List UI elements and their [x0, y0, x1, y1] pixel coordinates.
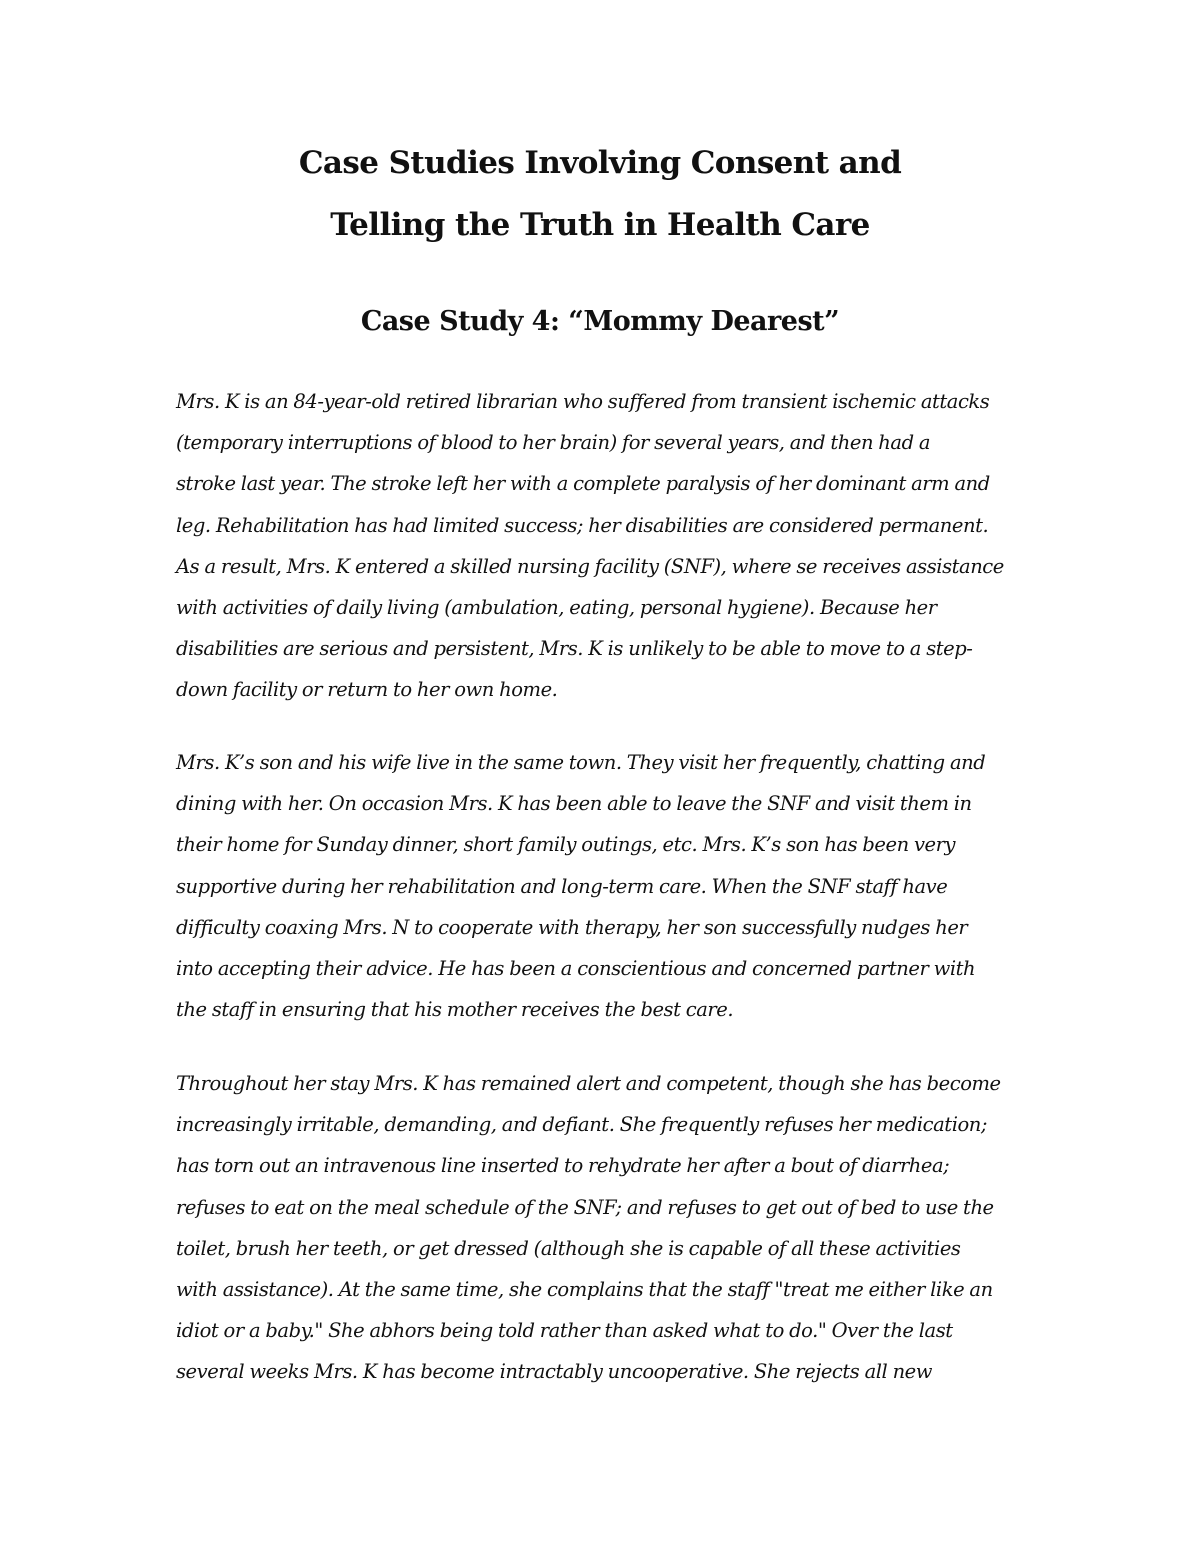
document-title-line-1: Case Studies Involving Consent and: [298, 145, 902, 181]
paragraph-line: down facility or return to her own home.: [176, 678, 558, 702]
paragraph-line: (temporary interruptions of blood to her brain) for several years, and then had a: [176, 431, 931, 455]
paragraph-line: Throughout her stay Mrs. K has remained alert and competent, though she has become: [176, 1072, 1001, 1095]
document-title-line-2: Telling the Truth in Health Care: [330, 207, 870, 243]
paragraph-line: As a result, Mrs. K entered a skilled nursing facility (SNF), where se receives assistance: [176, 554, 1004, 578]
paragraph-3: [176, 1063, 1036, 1393]
paragraph-line: stroke last year. The stroke left her with a complete paralysis of her dominant arm and: [176, 472, 990, 496]
paragraph-line: several weeks Mrs. K has become intractably uncooperative. She rejects all new: [176, 1360, 933, 1384]
paragraph-line: disabilities are serious and persistent, Mrs. K is unlikely to be able to move to a step-: [176, 637, 973, 661]
paragraph-line: idiot or a baby." She abhors being told rather than asked what to do." Over the last: [176, 1319, 953, 1343]
paragraph-line: leg. Rehabilitation has had limited success; her disabilities are considered permanent.: [176, 513, 989, 537]
paragraph-line: into accepting their advice. He has been a conscientious and concerned partner with: [176, 956, 976, 980]
paragraph-line: has torn out an intravenous line inserted to rehydrate her after a bout of diarrhea;: [176, 1154, 950, 1178]
paragraph-line: with activities of daily living (ambulation, eating, personal hygiene). Because her: [176, 595, 937, 619]
paragraph-line: their home for Sunday dinner, short family outings, etc. Mrs. K’s son has been very: [176, 833, 956, 857]
paragraph-line: Mrs. K’s son and his wife live in the same town. They visit her frequently, chatting and: [176, 751, 986, 774]
case-study-heading: Case Study 4: “Mommy Dearest”: [360, 306, 840, 337]
paragraph-2: [176, 742, 1036, 1030]
paragraph-line: toilet, brush her teeth, or get dressed (although she is capable of all these activities: [176, 1236, 961, 1260]
paragraph-line: difficulty coaxing Mrs. N to cooperate with therapy, her son successfully nudges her: [176, 915, 968, 939]
paragraph-line: supportive during her rehabilitation and long-term care. When the SNF staff have: [176, 874, 948, 898]
paragraph-line: the staff in ensuring that his mother receives the best care.: [176, 998, 734, 1022]
paragraph-line: with assistance). At the same time, she complains that the staff "treat me either like an: [176, 1277, 993, 1301]
paragraph-1: [176, 381, 1036, 711]
paragraph-line: increasingly irritable, demanding, and defiant. She frequently refuses her medication;: [176, 1113, 988, 1137]
paragraph-line: refuses to eat on the meal schedule of the SNF; and refuses to get out of bed to use the: [176, 1195, 994, 1219]
paragraph-line: Mrs. K is an 84-year-old retired librarian who suffered from transient ischemic attacks: [176, 390, 990, 413]
paragraph-line: dining with her. On occasion Mrs. K has been able to leave the SNF and visit them in: [176, 792, 972, 816]
